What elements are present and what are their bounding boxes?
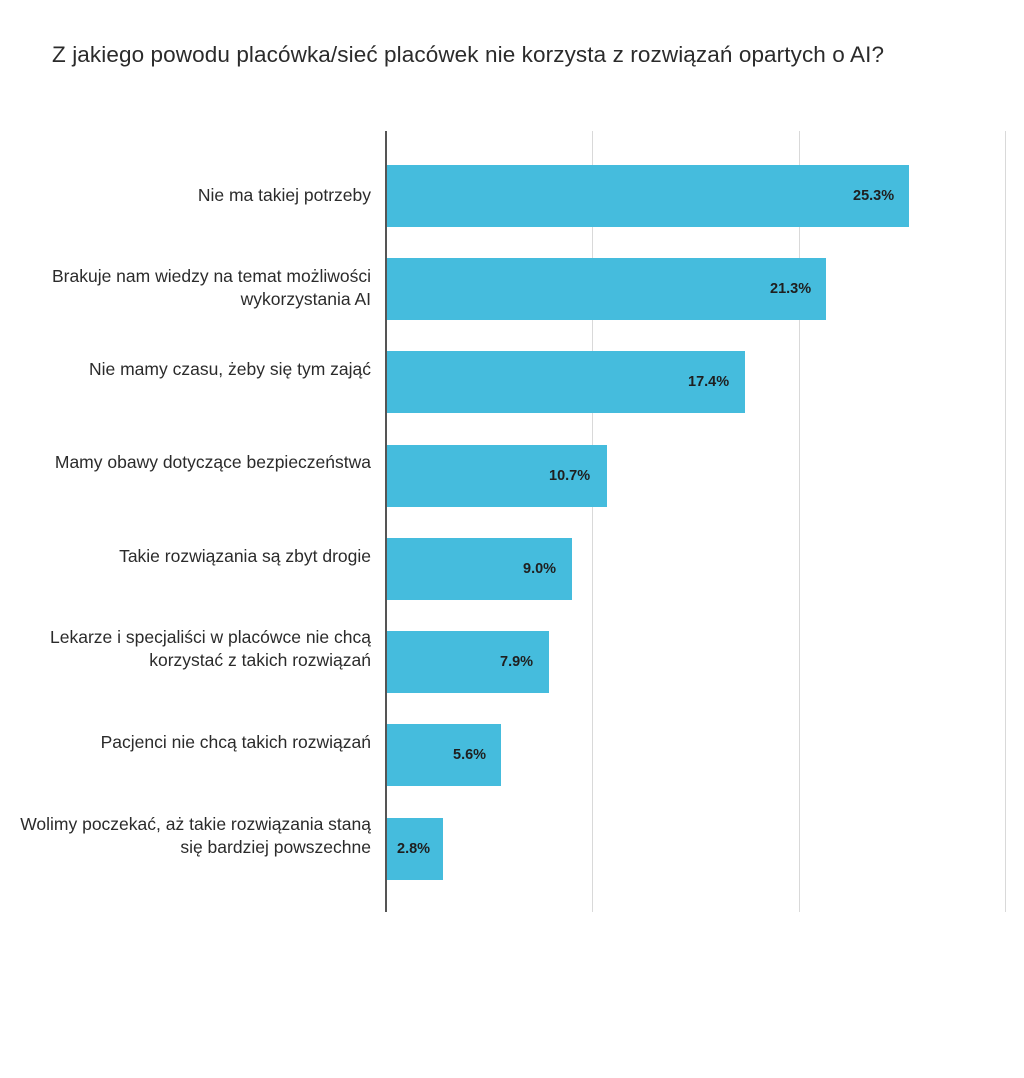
bar-row — [385, 351, 1006, 413]
bar-row — [385, 818, 1006, 880]
bar-value-label: 21.3% — [770, 281, 812, 297]
category-label: Pacjenci nie chcą takich rozwiązań — [100, 732, 371, 752]
bar-value-label: 10.7% — [549, 468, 591, 484]
bar-row — [385, 631, 1006, 693]
bar-value-label: 9.0% — [523, 561, 557, 577]
bar-value-label: 17.4% — [688, 374, 730, 390]
bar-row — [385, 165, 1006, 227]
category-label: Nie ma takiej potrzeby — [197, 185, 371, 205]
category-label: Brakuje nam wiedzy na temat możliwości wykorzystania AI — [51, 266, 371, 309]
bar-value-label: 7.9% — [500, 654, 534, 670]
bar[interactable] — [385, 165, 909, 227]
category-label: Takie rozwiązania są zbyt drogie — [119, 546, 371, 566]
bar-value-label: 2.8% — [397, 841, 431, 857]
bar-row — [385, 445, 1006, 507]
bar[interactable] — [385, 258, 826, 320]
bar-row — [385, 724, 1006, 786]
bar-row — [385, 258, 1006, 320]
category-label: Nie mamy czasu, żeby się tym zająć — [88, 359, 371, 379]
bar-row — [385, 538, 1006, 600]
chart-title: Z jakiego powodu placówka/sieć placówek nie korzysta z rozwiązań opartych o AI? — [52, 42, 885, 67]
category-labels — [0, 131, 371, 912]
bar-value-label: 25.3% — [853, 188, 895, 204]
bar-value-label: 5.6% — [453, 747, 487, 763]
bar-series — [385, 131, 1006, 912]
category-label: Wolimy poczekać, aż takie rozwiązania staną się bardziej powszechne — [20, 814, 371, 857]
plot-area — [385, 131, 1006, 912]
category-label: Lekarze i specjaliści w placówce nie chcą korzystać z takich rozwiązań — [50, 627, 371, 670]
category-label: Mamy obawy dotyczące bezpieczeństwa — [54, 452, 371, 472]
y-axis-line — [385, 131, 387, 912]
